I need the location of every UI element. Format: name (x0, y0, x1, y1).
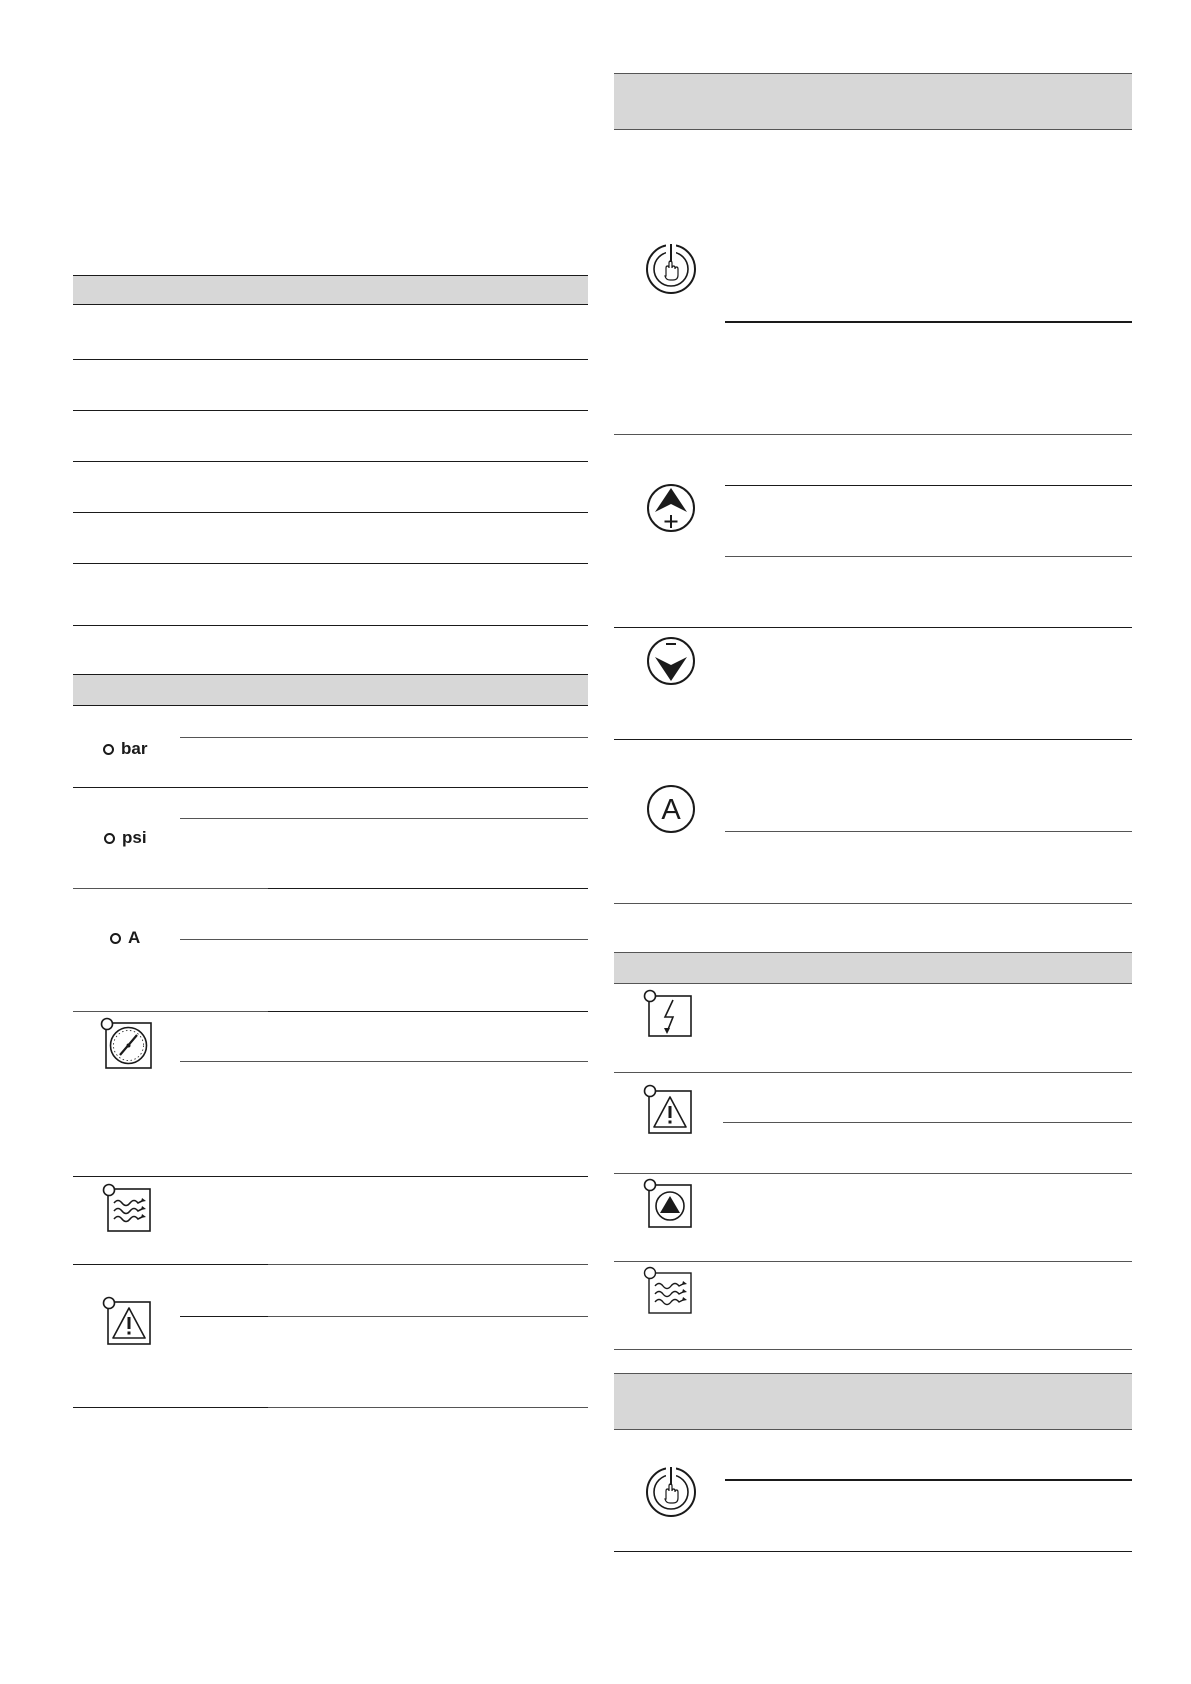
table-rule (614, 983, 1132, 984)
table-rule (73, 461, 588, 462)
table-rule (73, 1176, 588, 1177)
bar-indicator (103, 739, 147, 759)
minus-down-arrow-icon[interactable] (645, 635, 697, 687)
water-flow-icon (102, 1183, 156, 1237)
table-rule (614, 1261, 1132, 1262)
table-rule (73, 304, 588, 305)
led-icon (110, 933, 121, 944)
amp-indicator (110, 928, 140, 948)
table-rule (614, 627, 1132, 628)
table-rule (614, 1349, 1132, 1350)
table-rule (614, 434, 1132, 435)
led-icon (103, 744, 114, 755)
table-rule (614, 739, 1132, 740)
unit-label: psi (122, 828, 147, 847)
table-rule (725, 831, 1132, 832)
table-rule (723, 1122, 1132, 1123)
key-letter: A (661, 794, 681, 826)
unit-label: A (128, 928, 141, 947)
table-rule (614, 129, 1132, 130)
table-header-band (614, 73, 1132, 129)
table-header-band (614, 952, 1132, 983)
table-rule (614, 1173, 1132, 1174)
table-rule (614, 952, 1132, 953)
table-rule (268, 888, 588, 889)
table-rule (268, 1011, 588, 1012)
table-rule (614, 1429, 1132, 1430)
table-rule (73, 625, 588, 626)
table-rule (73, 787, 588, 788)
warning-triangle-icon (643, 1083, 697, 1137)
table-rule (180, 939, 588, 940)
table-rule (73, 1407, 268, 1408)
table-rule (614, 903, 1132, 904)
table-header-band (614, 1373, 1132, 1429)
table-rule (73, 1264, 268, 1265)
unit-label: bar (121, 739, 148, 758)
table-rule (73, 275, 588, 276)
table-rule (73, 1011, 268, 1012)
table-rule (614, 73, 1132, 74)
water-flow-icon (643, 1265, 697, 1319)
table-rule (73, 674, 588, 675)
table-rule (725, 1479, 1132, 1481)
letter-a-icon[interactable] (645, 783, 697, 835)
power-hand-icon[interactable] (644, 1465, 698, 1519)
table-rule (725, 556, 1132, 557)
table-rule (73, 359, 588, 360)
pump-running-icon (643, 1177, 697, 1231)
table-rule (73, 563, 588, 564)
table-rule (73, 410, 588, 411)
table-rule (614, 1373, 1132, 1374)
table-header-band (73, 275, 588, 304)
table-header-band (73, 674, 588, 705)
table-rule (180, 1061, 588, 1062)
power-hand-icon[interactable] (644, 242, 698, 296)
table-rule (725, 321, 1132, 323)
table-rule (268, 1264, 588, 1265)
table-rule (180, 1316, 268, 1317)
table-rule (268, 1407, 588, 1408)
table-rule (73, 705, 588, 706)
electrical-fault-icon (643, 988, 697, 1042)
led-icon (104, 833, 115, 844)
psi-indicator (104, 828, 147, 848)
warning-triangle-icon (102, 1296, 156, 1350)
plus-up-arrow-icon[interactable] (645, 482, 697, 534)
table-rule (180, 818, 588, 819)
pressure-gauge-icon (100, 1017, 156, 1073)
table-rule (73, 512, 588, 513)
table-rule (73, 888, 268, 889)
table-rule (614, 1072, 1132, 1073)
table-rule (725, 485, 1132, 486)
table-rule (180, 737, 588, 738)
table-rule (614, 1551, 1132, 1552)
table-rule (268, 1316, 588, 1317)
